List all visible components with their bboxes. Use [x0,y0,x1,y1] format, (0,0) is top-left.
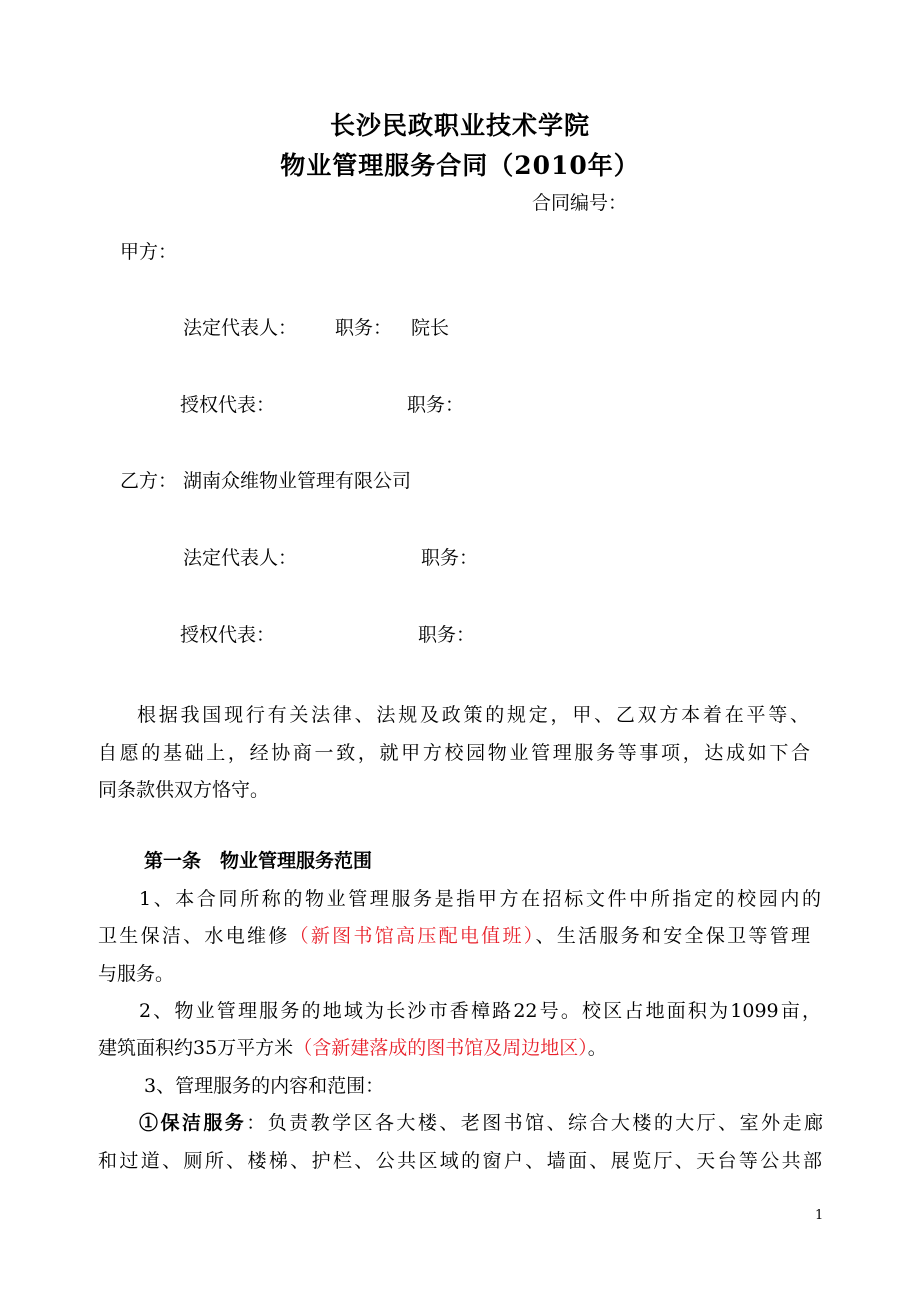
article-1-item-3-heading: 3、管理服务的内容和范围： [144,1075,385,1097]
party-a-label: 甲方： [120,241,178,263]
cleaning-service-label: ①保洁服务 [139,1112,247,1134]
article-1-item-3-line [139,1111,823,1135]
preamble-line: 同条款供双方恪守。 [98,779,270,801]
party-b-name: 湖南众维物业管理有限公司 [183,470,412,492]
party-a-authorized-rep-label: 授权代表： [180,394,276,416]
article-1-item-2-line: 2、物业管理服务的地域为长沙市香樟路22号。校区占地面积为1099亩， [139,1000,821,1022]
article-1-item-3-line: 和过道、厕所、楼梯、护栏、公共区域的窗户、墙面、展览厅、天台等公共部 [98,1150,822,1172]
item-2-text: 建筑面积约35万平方米 [98,1037,294,1059]
party-b-legal-rep-position-label: 职务： [421,547,479,569]
party-a-legal-rep-label: 法定代表人： [183,317,298,339]
preamble-line: 自愿的基础上，经协商一致，就甲方校园物业管理服务等事项，达成如下合 [98,742,810,764]
party-a-legal-rep-position-value: 院长 [411,317,450,339]
item-1-highlight: （新图书馆高压配电值班） [289,925,536,947]
cleaning-service-text: ：负责教学区各大楼、老图书馆、综合大楼的大厅、室外走廊 [246,1112,823,1134]
article-1-item-1-line [98,924,810,948]
article-1-item-1-line: 1、本合同所称的物业管理服务是指甲方在招标文件中所指定的校园内的 [139,888,821,910]
item-1-text: 、生活服务和安全保卫等管理 [535,925,810,947]
article-1-heading: 第一条 物业管理服务范围 [144,850,373,872]
page-number: 1 [815,1208,824,1223]
article-1-item-2-line [98,1036,820,1060]
party-b-authorized-rep-position-label: 职务： [418,624,476,646]
party-a-authorized-rep-position-label: 职务： [407,394,465,416]
party-b-label: 乙方： [120,470,178,492]
document-title-line2: 物业管理服务合同（2010年） [280,151,640,180]
item-1-text: 卫生保洁、水电维修 [98,925,290,947]
contract-number-label: 合同编号： [532,192,628,214]
party-b-authorized-rep-label: 授权代表： [180,624,276,646]
document-title-line1: 长沙民政职业技术学院 [329,111,590,140]
item-2-highlight: （含新建落成的图书馆及周边地区） [293,1037,588,1059]
preamble-line: 根据我国现行有关法律、法规及政策的规定，甲、乙双方本着在平等、 [137,704,809,726]
party-a-legal-rep-position-label: 职务： [335,317,393,339]
article-1-item-1-line: 与服务。 [98,963,175,985]
item-2-text: 。 [587,1037,607,1059]
party-b-legal-rep-label: 法定代表人： [183,547,298,569]
